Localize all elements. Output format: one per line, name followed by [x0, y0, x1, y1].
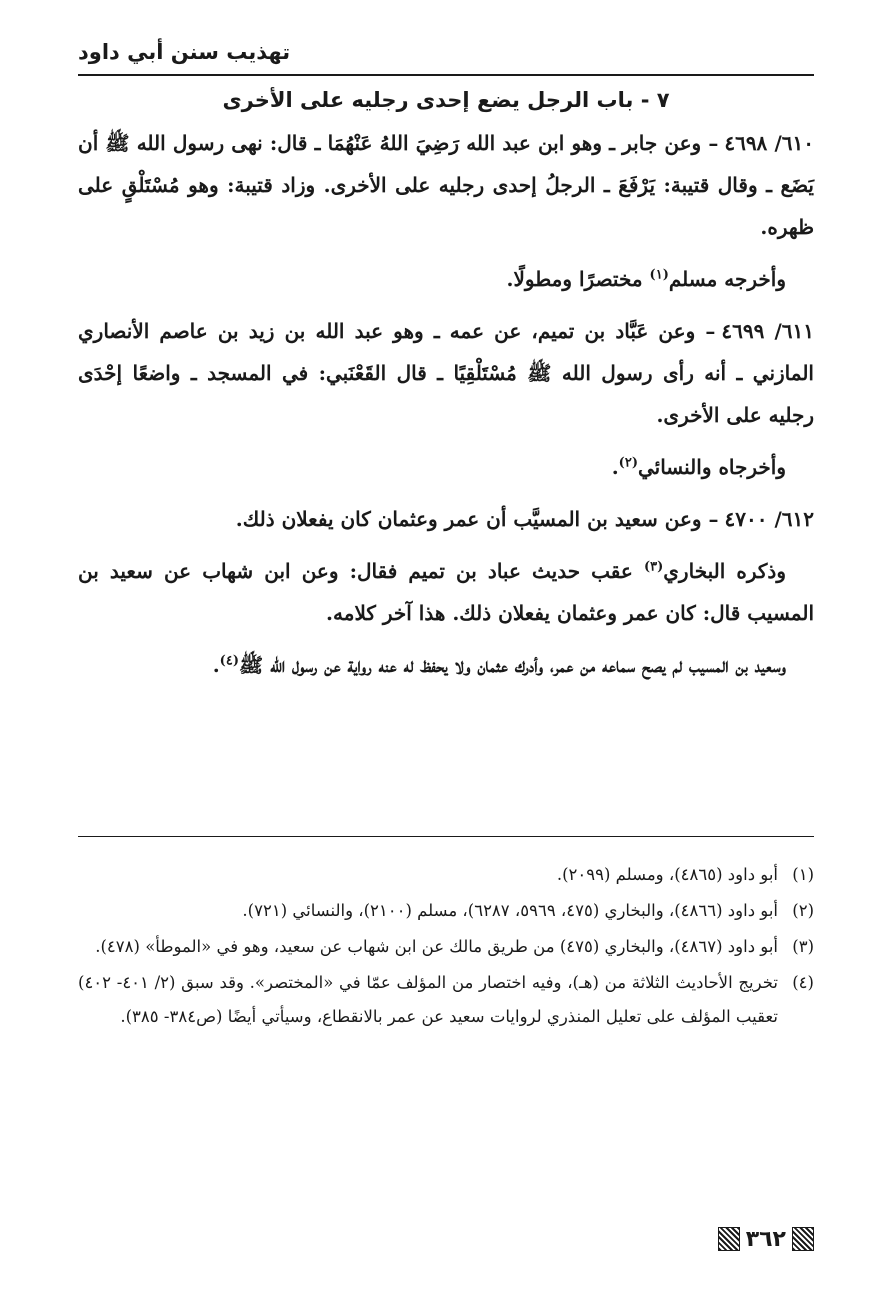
takhrij-2	[78, 446, 814, 488]
footnote-text: أبو داود (٤٨٦٧)، والبخاري (٤٧٥) من طريق مالك عن ابن شهاب عن سعيد، وهو في «الموطأ» (٤٧٨).	[95, 937, 778, 956]
footnotes	[78, 858, 814, 1036]
footnote-text: تخريج الأحاديث الثلاثة من (هـ)، وفيه اختصار من المؤلف عمّا في «المختصر». وقد سبق (٢/ ٤٠١- ٤٠٢) تعقيب المؤلف على تعليل المنذري لروايات سعيد عن عمر بالانقطاع، وسيأتي أيضًا (ص٣٨٤- ٣٨٥).	[78, 973, 778, 1026]
takhrij-text: وأخرجه مسلم	[668, 267, 786, 291]
footnote-divider	[78, 836, 814, 837]
running-head-title: تهذيب سنن أبي داود	[78, 40, 291, 64]
hadith-611	[78, 310, 814, 436]
commentary-text: وذكره البخاري	[663, 559, 786, 583]
footnote-2	[78, 894, 814, 928]
takhrij-tail: .	[611, 455, 619, 479]
footnote-text: أبو داود (٤٨٦٦)، والبخاري (٤٧٥، ٥٩٦٩، ٦٢٨٧)، مسلم (٢١٠٠)، والنسائي (٧٢١).	[242, 901, 778, 920]
commentary-tail: عقب حديث عباد بن تميم فقال: وعن ابن شهاب عن سعيد بن المسيب قال: كان عمر وعثمان يفعلان ذلك. هذا آخر كلامه.	[78, 559, 814, 625]
hadith-text: – وعن عَبَّاد بن تميم، عن عمه ـ وهو عبد الله بن زيد بن عاصم الأنصاري المازني ـ أنه رأى رسول الله ﷺ مُسْتَلْقِيًا ـ قال القَعْنَبي: في المسجد ـ واضعًا إحْدَى رجليه على الأخرى.	[78, 319, 814, 427]
commentary-1	[78, 550, 814, 634]
hadith-610	[78, 122, 814, 248]
hadith-text: – وعن جابر ـ وهو ابن عبد الله رَضِيَ اللهُ عَنْهُمَا ـ قال: نهى رسول الله ﷺ أن يَضَع ـ وقال قتيبة: يَرْفَعَ ـ الرجلُ إحدى رجليه على الأخرى. وزاد قتيبة: وهو مُسْتَلْقٍ على ظهره.	[78, 131, 814, 239]
footnote-number: (٢)	[792, 901, 814, 920]
footnote-3	[78, 930, 814, 964]
ornament-icon	[792, 1227, 814, 1251]
page-number-block	[718, 1222, 814, 1256]
hadith-number: ٦١١/ ٤٦٩٩	[721, 319, 814, 343]
hadith-number: ٦١٢/ ٤٧٠٠	[724, 507, 814, 531]
footnote-ref[interactable]: (٤)	[219, 653, 239, 669]
ornament-icon	[718, 1227, 740, 1251]
takhrij-1	[78, 258, 814, 300]
running-head	[78, 34, 814, 76]
footnote-1	[78, 858, 814, 892]
footnote-ref[interactable]: (٣)	[643, 559, 664, 575]
footnote-text: أبو داود (٤٨٦٥)، ومسلم (٢٠٩٩).	[556, 865, 778, 884]
commentary-tail: .	[212, 653, 220, 677]
commentary-text: وسعيد بن المسيب لم يصح سماعه من عمر، وأدرك عثمان ولا يحفظ له عنه رواية عن رسول الله ﷺ	[238, 653, 786, 677]
commentary-2	[78, 644, 814, 686]
footnote-ref[interactable]: (١)	[649, 267, 669, 283]
footnote-ref[interactable]: (٢)	[618, 455, 638, 471]
takhrij-text: وأخرجاه والنسائي	[637, 455, 786, 479]
hadith-number: ٦١٠/ ٤٦٩٨	[724, 131, 814, 155]
footnote-number: (٤)	[792, 973, 814, 992]
footnote-number: (١)	[792, 865, 814, 884]
takhrij-tail: مختصرًا ومطولًا.	[506, 267, 650, 291]
footnote-4	[78, 966, 814, 1034]
footnote-number: (٣)	[792, 937, 814, 956]
page-number: ٣٦٢	[745, 1226, 786, 1252]
hadith-612	[78, 498, 814, 540]
chapter-title: ٧ - باب الرجل يضع إحدى رجليه على الأخرى	[222, 88, 670, 112]
hadith-text: – وعن سعيد بن المسيَّب أن عمر وعثمان كان يفعلان ذلك.	[235, 507, 719, 531]
main-text	[78, 88, 814, 696]
